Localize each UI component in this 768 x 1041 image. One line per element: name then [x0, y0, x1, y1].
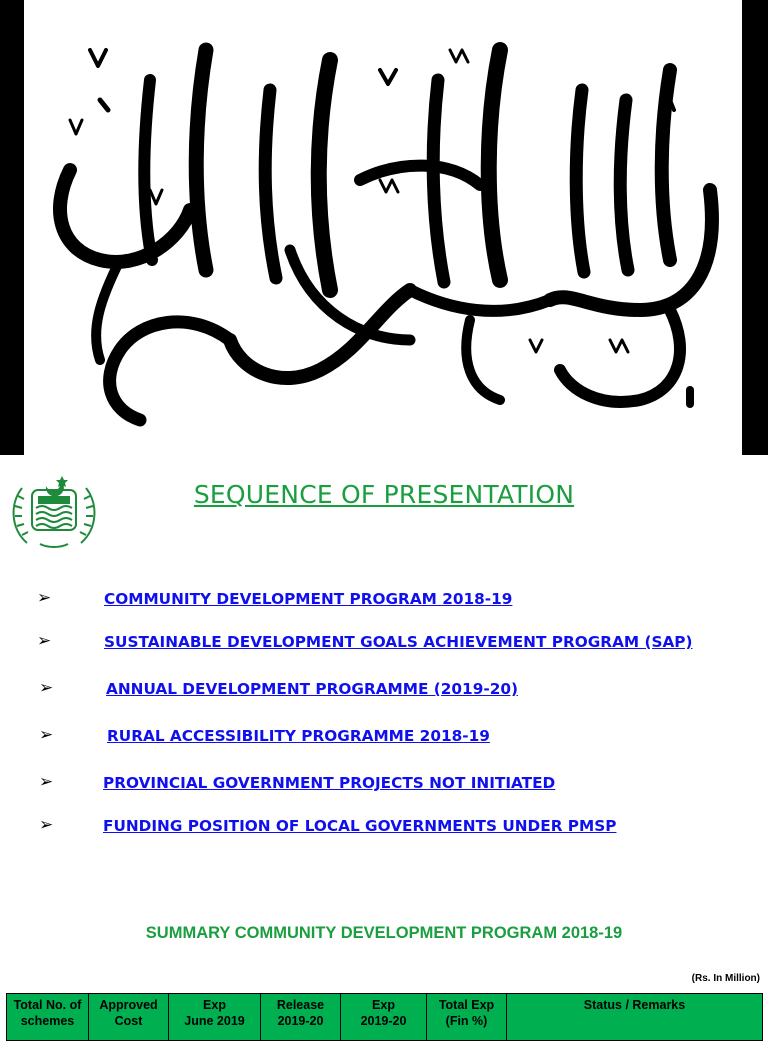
- agenda-link[interactable]: PROVINCIAL GOVERNMENT PROJECTS NOT INITIATED: [103, 774, 556, 792]
- presentation-title: SEQUENCE OF PRESENTATION: [193, 480, 575, 509]
- summary-table: [6, 993, 763, 1041]
- arrow-bullet-icon: ➢: [39, 772, 54, 792]
- agenda-item-sap: [0, 631, 768, 659]
- agenda-link[interactable]: COMMUNITY DEVELOPMENT PROGRAM 2018-19: [104, 590, 513, 608]
- arrow-bullet-icon: ➢: [39, 678, 54, 698]
- agenda-link[interactable]: ANNUAL DEVELOPMENT PROGRAMME (2019-20): [106, 680, 518, 698]
- agenda-item-rap: [0, 725, 768, 753]
- column-header: Exp June 2019: [169, 994, 261, 1041]
- agenda-item-adp: [0, 678, 768, 706]
- banner-left-bar: [0, 0, 24, 455]
- arrow-bullet-icon: ➢: [39, 725, 54, 745]
- column-header: Release 2019-20: [261, 994, 341, 1041]
- arrow-bullet-icon: ➢: [39, 815, 54, 835]
- agenda-item-pmsp: [0, 815, 768, 843]
- column-header: Approved Cost: [89, 994, 169, 1041]
- bismillah-calligraphy-icon: [30, 10, 740, 450]
- units-note: (Rs. In Million): [691, 973, 760, 984]
- column-header-status: Status / Remarks: [507, 994, 763, 1041]
- agenda-link[interactable]: FUNDING POSITION OF LOCAL GOVERNMENTS UNDER PMSP: [103, 817, 617, 835]
- arrow-bullet-icon: ➢: [37, 588, 52, 608]
- agenda-item-community-development: [0, 588, 768, 616]
- government-of-punjab-emblem-icon: [2, 458, 106, 562]
- summary-title: SUMMARY COMMUNITY DEVELOPMENT PROGRAM 2018-19: [145, 924, 623, 942]
- column-header: Exp 2019-20: [341, 994, 427, 1041]
- agenda-link[interactable]: SUSTAINABLE DEVELOPMENT GOALS ACHIEVEMENT PROGRAM (SAP): [104, 633, 693, 651]
- banner-right-bar: [742, 0, 768, 455]
- table-header-row: [7, 994, 763, 1041]
- column-header: Total Exp (Fin %): [427, 994, 507, 1041]
- agenda-item-provincial: [0, 772, 768, 800]
- column-header: Total No. of schemes: [7, 994, 89, 1041]
- bismillah-banner: [0, 0, 768, 455]
- arrow-bullet-icon: ➢: [37, 631, 52, 651]
- agenda-link[interactable]: RURAL ACCESSIBILITY PROGRAMME 2018-19: [107, 727, 490, 745]
